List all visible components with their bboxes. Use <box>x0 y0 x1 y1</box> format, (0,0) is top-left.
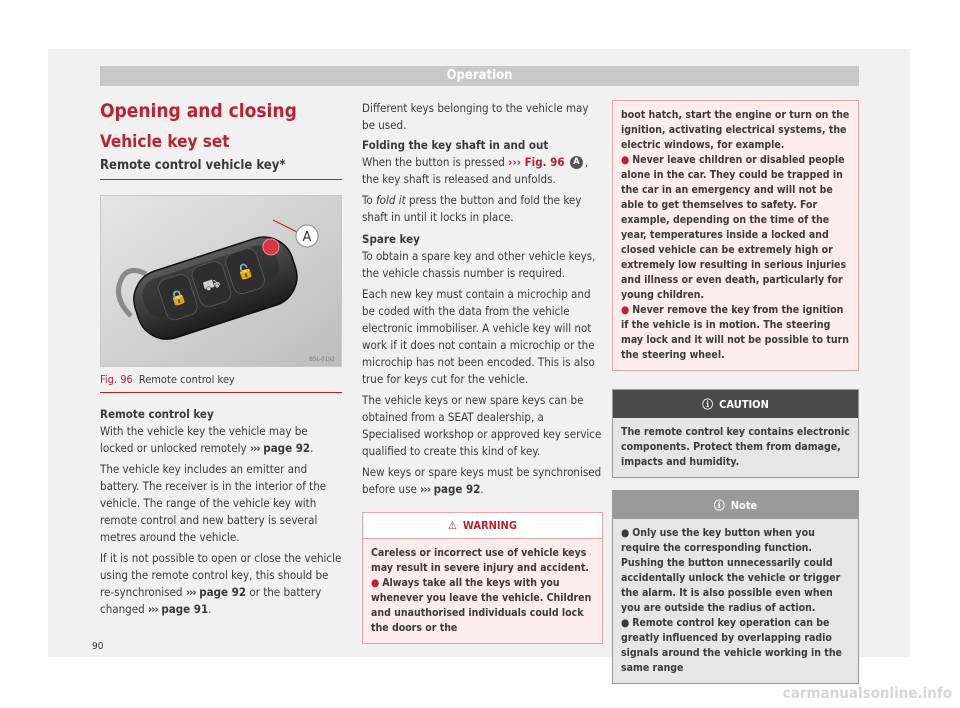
warning-box-continued <box>612 100 859 371</box>
warning-triangle-icon: ⚠ <box>448 519 457 532</box>
watermark: carmanualsonline.info <box>782 684 952 702</box>
caution-box <box>612 389 859 478</box>
section-header: Operation <box>100 66 859 86</box>
paragraph-chassis: To obtain a spare key and other vehicle keys, the vehicle chassis number is required. <box>362 249 596 280</box>
remote-key-illustration <box>101 196 341 366</box>
label-a-badge: A <box>570 156 583 169</box>
page-ref-link[interactable]: ››› page 92 <box>249 441 311 455</box>
paragraph-emitter: The vehicle key includes an emitter and battery. The receiver is in the interior of the vehicle. The range of the vehicle key with remote control and new battery is several metres around the vehicle. <box>100 462 327 544</box>
paragraph-resync: If it is not possible to open or close the vehicle using the remote control key, this should be re-synchronised ››› page 92 or the battery changed ››› page 91. <box>100 551 342 616</box>
remote-control-subheading: Remote control key <box>100 407 214 421</box>
figure-code: B5L-0192 <box>309 356 335 363</box>
warning-body-continued: boot hatch, start the engine or turn on the ignition, activating electrical systems, the electric windows, for example. ● Never leave children or disabled people alone in the car. They could be trapped in the car in an emergency and will not be able to get themselves to safety. For example, depending on the time of the year, temperatures inside a locked and closed vehicle can be extremely high or extremely low resulting in serious injuries and illness or even death, particularly for young children. ● Never remove the key from the ignition if the vehicle is in motion. The steering may lock and it will not be possible to turn the steering wheel. <box>613 101 858 370</box>
page-ref-link[interactable]: ››› page 92 <box>185 585 247 599</box>
chapter-title: Opening and closing <box>100 100 297 122</box>
key-boot-icon: ⛟ <box>200 274 223 296</box>
paragraph-keys: Different keys belonging to the vehicle may be used. <box>362 101 589 132</box>
key-lock-icon: 🔒 <box>167 287 189 309</box>
info-icon: ⓘ <box>713 499 725 512</box>
note-header: ⓘ Note <box>613 491 858 519</box>
page-number: 90 <box>92 641 104 652</box>
info-icon: ⓘ <box>702 398 714 411</box>
note-box <box>612 490 859 684</box>
figure-number: Fig. 96 <box>100 373 133 386</box>
folding-subheading: Folding the key shaft in and out <box>362 138 549 152</box>
caution-body: The remote control key contains electronic components. Protect them from damage, impacts and humidity. <box>613 418 858 477</box>
key-figure <box>100 195 342 367</box>
figure-caption-text: Remote control key <box>138 373 235 386</box>
paragraph-dealership: The vehicle keys or new spare keys can be obtained from a SEAT dealership, a Specialised workshop or approved key service qualified to create this kind of key. <box>362 393 602 458</box>
left-column <box>100 96 342 622</box>
caution-header: ⓘ CAUTION <box>613 390 858 418</box>
paragraph-fold: To fold it press the button and fold the key shaft in until it locks in place. <box>362 193 582 224</box>
key-unlock-icon: 🔓 <box>234 261 257 283</box>
spare-key-subheading: Spare key <box>362 232 420 246</box>
subsection-title: Remote control vehicle key* <box>100 158 342 180</box>
middle-column <box>362 96 603 644</box>
paragraph-sync: New keys or spare keys must be synchronised before use ››› page 92. <box>362 465 602 496</box>
figure-label-a: A <box>302 230 312 245</box>
paragraph-remote: With the vehicle key the vehicle may be locked or unlocked remotely ››› page 92. <box>100 424 314 455</box>
warning-body: Careless or incorrect use of vehicle keys may result in severe injury and accident. ● Always take all the keys with you whenever you leave the vehicle. Children and unauthorised individuals could lock the doors or the <box>363 539 602 643</box>
right-column <box>612 96 859 684</box>
page-ref-link[interactable]: ››› page 91 <box>147 602 209 616</box>
paragraph-unfold: When the button is pressed ››› Fig. 96 A , the key shaft is released and unfolds. <box>362 155 589 186</box>
figure-ref-link[interactable]: ››› Fig. 96 <box>508 155 565 169</box>
page-ref-link[interactable]: ››› page 92 <box>420 482 481 496</box>
note-body: ● Only use the key button when you require the corresponding function. Pushing the button unnecessarily could accidentally unlock the vehicle or trigger the alarm. It is also possible even when you are outside the radius of action. ● Remote control key operation can be greatly influenced by overlapping radio signals around the vehicle working in the same range <box>613 519 858 683</box>
warning-header: ⚠ WARNING <box>363 513 602 539</box>
figure-caption <box>100 373 342 393</box>
warning-box <box>362 512 603 644</box>
section-title: Vehicle key set <box>100 132 230 152</box>
paragraph-microchip: Each new key must contain a microchip and be coded with the data from the vehicle electronic immobiliser. A vehicle key will not work if it does not contain a microchip or the microchip has not been encoded. This is also true for keys cut for the vehicle. <box>362 287 595 386</box>
